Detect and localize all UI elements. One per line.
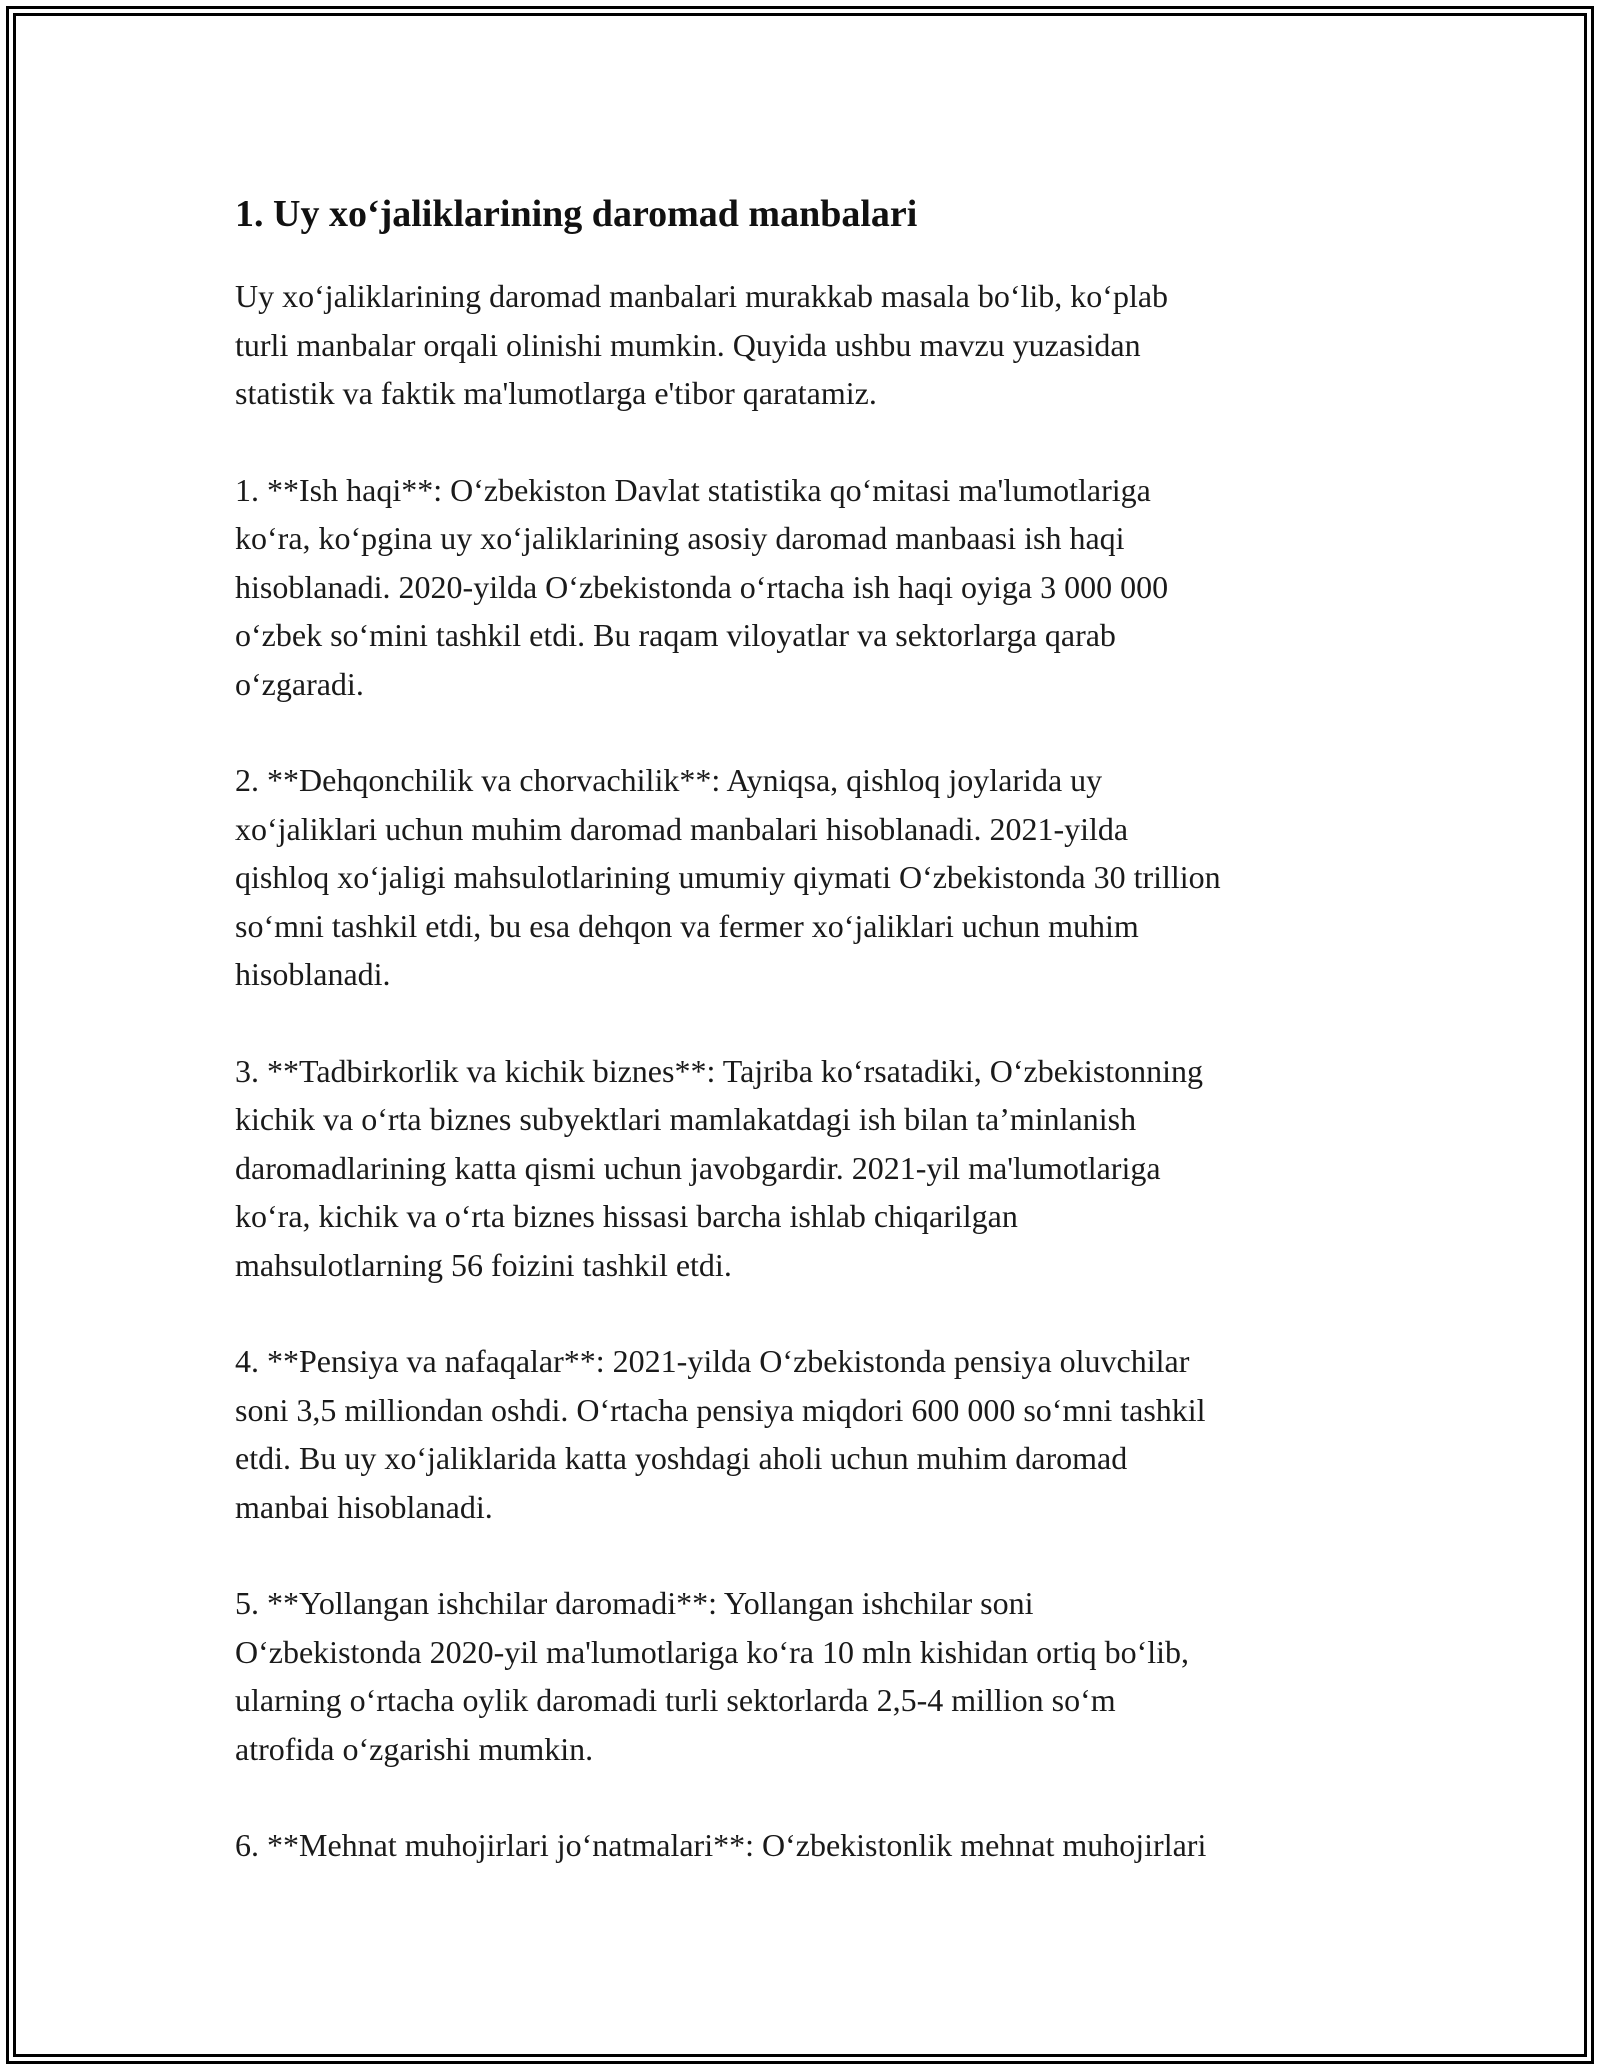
text-line: turli manbalar orqali olinishi mumkin. Quyida ushbu mavzu yuzasidan <box>235 326 1141 363</box>
paragraph-6 <box>235 1579 1375 1773</box>
text-line: 4. **Pensiya va nafaqalar**: 2021-yilda O‘zbekistonda pensiya oluvchilar <box>235 1343 1190 1379</box>
text-line: ularning o‘rtacha oylik daromadi turli sektorlarda 2,5-4 million so‘m <box>235 1682 1116 1718</box>
text-line: 1. **Ish haqi**: O‘zbekiston Davlat statistika qo‘mitasi ma'lumotlariga <box>235 471 1151 508</box>
text-line: 6. **Mehnat muhojirlari jo‘natmalari**: O‘zbekistonlik mehnat muhojirlari <box>235 1827 1207 1863</box>
text-line: ko‘ra, ko‘pgina uy xo‘jaliklarining asosiy daromad manbaasi ish haqi <box>235 520 1125 556</box>
text-line: atrofida o‘zgarishi mumkin. <box>235 1730 594 1767</box>
text-line: soni 3,5 milliondan oshdi. O‘rtacha pensiya miqdori 600 000 so‘mni tashkil <box>235 1391 1206 1428</box>
text-line: qishloq xo‘jaligi mahsulotlarining umumiy qiymati O‘zbekistonda 30 trillion <box>235 859 1221 895</box>
paragraph-4 <box>235 1047 1375 1290</box>
text-line: hisoblanadi. <box>235 956 391 992</box>
text-line: O‘zbekistonda 2020-yil ma'lumotlariga ko‘ra 10 mln kishidan ortiq bo‘lib, <box>235 1633 1190 1670</box>
text-line: hisoblanadi. 2020-yilda O‘zbekistonda o‘rtacha ish haqi oyiga 3 000 000 <box>235 568 1169 605</box>
paragraph-5 <box>235 1337 1375 1531</box>
text-line: kichik va o‘rta biznes subyektlari mamlakatdagi ish bilan ta’minlanish <box>235 1101 1137 1137</box>
text-line: so‘mni tashkil etdi, bu esa dehqon va fermer xo‘jaliklari uchun muhim <box>235 907 1139 944</box>
paragraph-1 <box>235 272 1375 418</box>
paragraph-7 <box>235 1821 1375 1870</box>
text-line: xo‘jaliklari uchun muhim daromad manbalari hisoblanadi. 2021-yilda <box>235 810 1129 847</box>
text-line: o‘zbek so‘mini tashkil etdi. Bu raqam viloyatlar va sektorlarga qarab <box>235 617 1116 653</box>
text-line: 2. **Dehqonchilik va chorvachilik**: Ayniqsa, qishloq joylarida uy <box>235 762 1103 798</box>
section-heading: 1. Uy xo‘jaliklarining daromad manbalari <box>235 193 918 235</box>
text-line: manbai hisoblanadi. <box>235 1488 493 1525</box>
text-line: daromadlarining katta qismi uchun javobgardir. 2021-yil ma'lumotlariga <box>235 1149 1161 1186</box>
text-line: 3. **Tadbirkorlik va kichik biznes**: Tajriba ko‘rsatadiki, O‘zbekistonning <box>235 1052 1204 1089</box>
text-line: etdi. Bu uy xo‘jaliklarida katta yoshdagi aholi uchun muhim daromad <box>235 1440 1128 1476</box>
text-line: ko‘ra, kichik va o‘rta biznes hissasi barcha ishlab chiqarilgan <box>235 1198 1018 1234</box>
text-line: mahsulotlarning 56 foizini tashkil etdi. <box>235 1246 732 1283</box>
text-line: Uy xo‘jaliklarining daromad manbalari murakkab masala bo‘lib, ko‘plab <box>235 278 1169 314</box>
document-body <box>235 188 1375 1918</box>
text-line: 5. **Yollangan ishchilar daromadi**: Yollangan ishchilar soni <box>235 1585 1034 1621</box>
text-line: o‘zgaradi. <box>235 665 364 702</box>
paragraph-3 <box>235 756 1375 999</box>
paragraph-list <box>235 272 1375 1870</box>
text-line: statistik va faktik ma'lumotlarga e'tibor qaratamiz. <box>235 375 877 411</box>
paragraph-2 <box>235 466 1375 709</box>
